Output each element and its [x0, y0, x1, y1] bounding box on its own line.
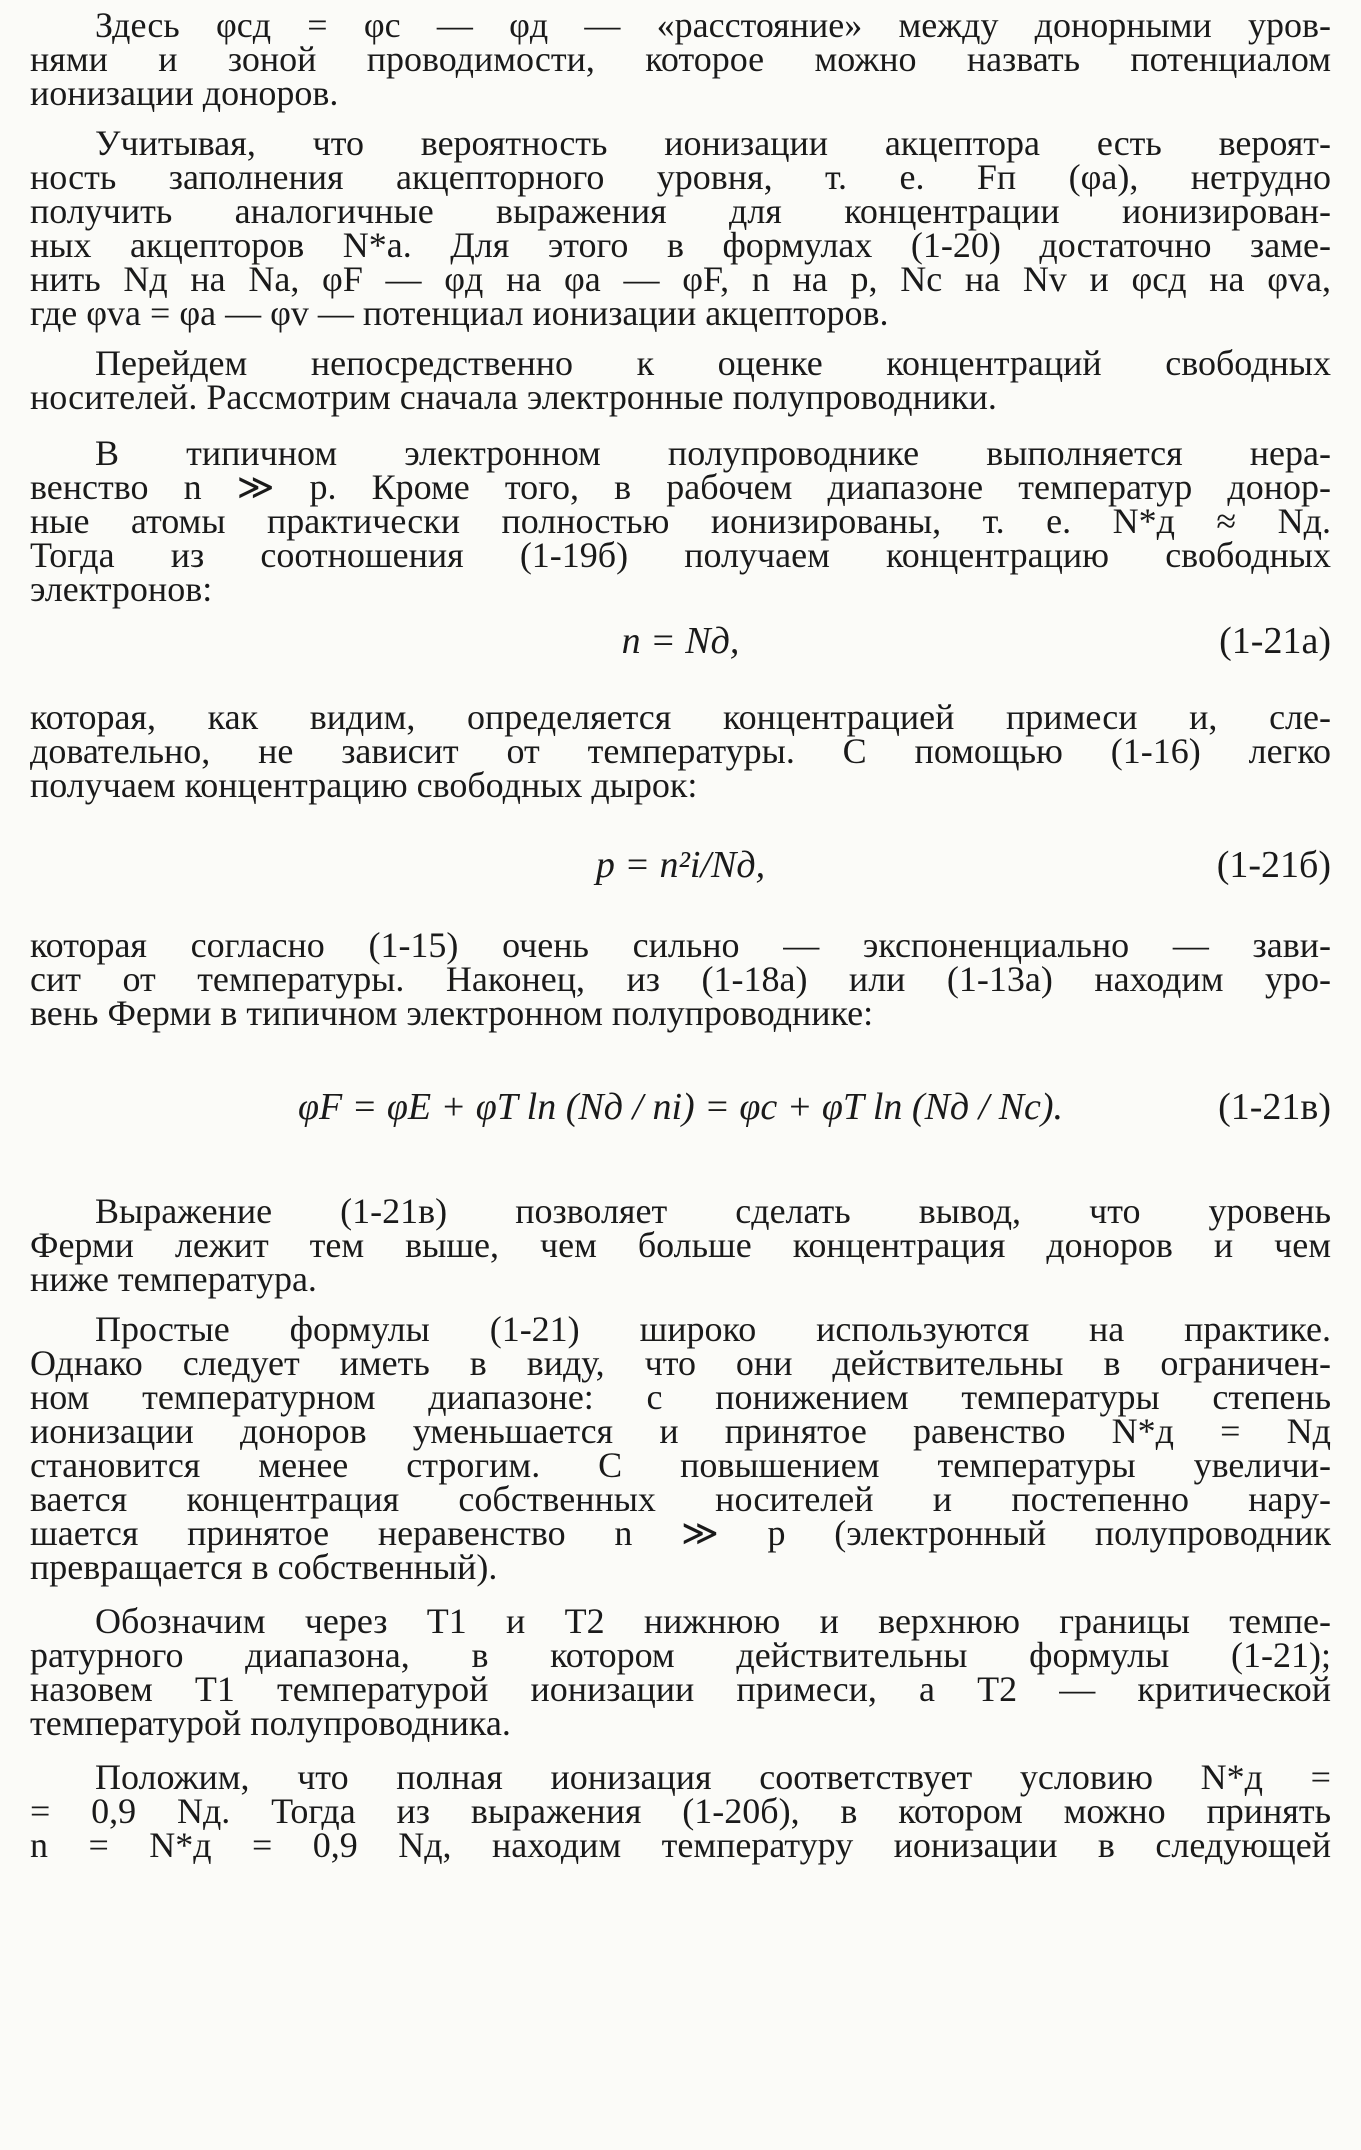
text-line: ных акцепторов N*а. Для этого в формулах (1-20) достаточно заме-: [30, 225, 1331, 265]
text-line: n = N*д = 0,9 Nд, находим температуру ионизации в следующей: [30, 1825, 1331, 1865]
text-line: ионизации доноров.: [30, 73, 339, 113]
text-line: венство n ≫ p. Кроме того, в рабочем диапазоне температур донор-: [30, 467, 1331, 507]
equation-1-21v: [30, 1062, 1331, 1152]
text-line: Здесь φсд = φc — φд — «расстояние» между донорными уров-: [95, 5, 1331, 45]
text-line: электронов:: [30, 569, 213, 609]
equation-1-21b: [30, 840, 1331, 890]
text-line: = 0,9 Nд. Тогда из выражения (1-20б), в котором можно принять: [30, 1791, 1331, 1831]
text-line: Выражение (1-21в) позволяет сделать вывод, что уровень: [95, 1191, 1331, 1231]
text-line: становится менее строгим. С повышением температуры увеличи-: [30, 1445, 1331, 1485]
text-line: шается принятое неравенство n ≫ p (электронный полупроводник: [30, 1513, 1331, 1553]
text-line: носителей. Рассмотрим сначала электронные полупроводники.: [30, 377, 997, 417]
equation-number: (1-21а): [1219, 620, 1331, 662]
text-line: где φvа = φа — φv — потенциал ионизации акцепторов.: [30, 293, 889, 333]
text-line: которая, как видим, определяется концентрацией примеси и, сле-: [30, 697, 1331, 737]
text-line: которая согласно (1-15) очень сильно — экспоненциально — зави-: [30, 925, 1331, 965]
text-line: Простые формулы (1-21) широко используются на практике.: [95, 1309, 1331, 1349]
text-line: ность заполнения акцепторного уровня, т. е. Fп (φа), нетрудно: [30, 157, 1331, 197]
text-line: получаем концентрацию свободных дырок:: [30, 765, 698, 805]
text-line: Положим, что полная ионизация соответствует условию N*д =: [95, 1757, 1331, 1797]
text-line: довательно, не зависит от температуры. С помощью (1-16) легко: [30, 731, 1331, 771]
text-line: нить Nд на Nа, φF — φд на φа — φF, n на p, Nc на Nv и φсд на φvа,: [30, 259, 1331, 299]
text-line: Обозначим через T1 и T2 нижнюю и верхнюю границы темпе-: [95, 1601, 1331, 1641]
text-line: Перейдем непосредственно к оценке концентраций свободных: [95, 343, 1331, 383]
equation-1-21a: [30, 616, 1331, 666]
equation-body: n = Nд,: [621, 620, 740, 662]
text-line: сит от температуры. Наконец, из (1-18а) или (1-13а) находим уро-: [30, 959, 1331, 999]
equation-body: p = n²i/Nд,: [595, 844, 766, 886]
text-line: В типичном электронном полупроводнике выполняется нера-: [95, 433, 1331, 473]
equation-number: (1-21б): [1216, 844, 1331, 886]
text-line: превращается в собственный).: [30, 1547, 498, 1587]
text-line: Учитывая, что вероятность ионизации акцептора есть вероят-: [95, 123, 1331, 163]
equation-body: φF = φE + φT ln (Nд / ni) = φc + φT ln (Nд / Nc).: [297, 1086, 1064, 1128]
text-line: температурой полупроводника.: [30, 1703, 511, 1743]
text-line: Ферми лежит тем выше, чем больше концентрация доноров и чем: [30, 1225, 1331, 1265]
text-line: Тогда из соотношения (1-19б) получаем концентрацию свободных: [30, 535, 1331, 575]
equation-number: (1-21в): [1218, 1086, 1331, 1128]
text-line: ном температурном диапазоне: с понижением температуры степень: [30, 1377, 1331, 1417]
text-line: ратурного диапазона, в котором действительны формулы (1-21);: [30, 1635, 1331, 1675]
text-line: Однако следует иметь в виду, что они действительны в ограничен-: [30, 1343, 1331, 1383]
text-line: назовем T1 температурой ионизации примеси, а T2 — критической: [30, 1669, 1331, 1709]
text-line: ные атомы практически полностью ионизированы, т. е. N*д ≈ Nд.: [30, 501, 1331, 541]
text-line: вень Ферми в типичном электронном полупроводнике:: [30, 993, 874, 1033]
text-line: получить аналогичные выражения для концентрации ионизирован-: [30, 191, 1331, 231]
text-line: ионизации доноров уменьшается и принятое равенство N*д = Nд: [30, 1411, 1331, 1451]
text-line: ниже температура.: [30, 1259, 317, 1299]
text-line: нями и зоной проводимости, которое можно назвать потенциалом: [30, 39, 1331, 79]
text-line: вается концентрация собственных носителей и постепенно нару-: [30, 1479, 1331, 1519]
